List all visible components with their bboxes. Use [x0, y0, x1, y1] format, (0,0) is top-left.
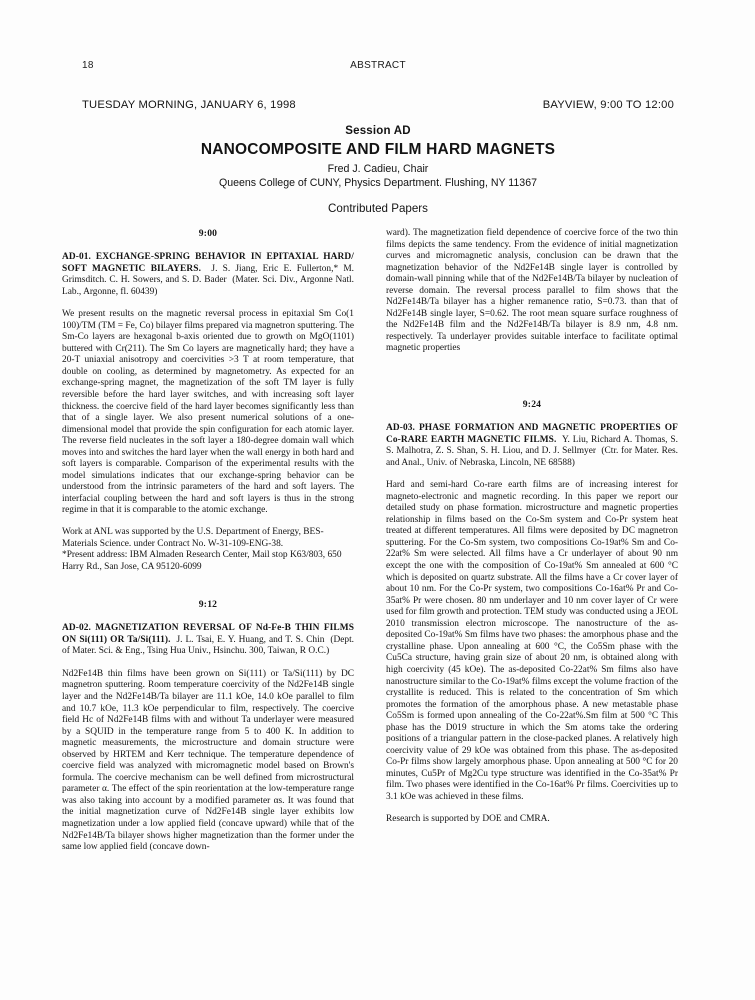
session-venue-time: BAYVIEW, 9:00 TO 12:00	[542, 99, 674, 111]
abstract-note-ad01-funding: Work at ANL was supported by the U.S. Department of Energy, BES-Materials Science. under Contract No. W-31-109-ENG-38.	[62, 527, 324, 549]
spacer-ad02-ad03	[386, 365, 678, 399]
talk-time-ad02: 9:12	[198, 599, 218, 611]
talk-time-ad03: 9:24	[522, 399, 542, 411]
contributed-papers-heading: Contributed Papers	[328, 202, 428, 215]
abstract-code-ad03: AD-03.	[386, 423, 415, 434]
abstract-heading-ad03	[386, 423, 678, 469]
abstract-code-ad01: AD-01.	[62, 252, 91, 262]
abstract-note-ad03-funding: Research is supported by DOE and CMRA.	[386, 813, 550, 824]
abstract-body-ad02-part2: ward). The magnetization field dependence of coercive force of the two thin films depicts the same tendency. From the evidence of initial magnetization curves and micromagnetic analysis, conclusion can be drawn that the magnetization behavior of the Nd2Fe14B single layer is controlled by domain-wall pinning while that of the Nd2Fe14B/Ta bilayer by nucleation of reverse domain. The reversal process parallel to film shows that the Nd2Fe14B/Ta bilayer has a higher remanence ratio, S=0.73. than that of Nd2Fe14B single layer, S=0.62. The root mean square surface roughness of the Nd2Fe14B film and the Nd2Fe14B/Ta bilayer is 8.9 nm, 4.8 nm. respectively. Ta underlayer provides suitable interface to facilitate optimal magnetic properties	[386, 228, 678, 354]
column-right	[386, 228, 678, 825]
abstract-authors-ad01: J. S. Jiang, Eric E. Fullerton,* M. Grimsditch. C. H. Sowers, and S. D. Bader	[62, 263, 355, 286]
abstract-heading-ad01	[62, 252, 354, 298]
session-chair-affiliation: Queens College of CUNY, Physics Department. Flushing, NY 11367	[219, 177, 537, 189]
session-date: TUESDAY MORNING, JANUARY 6, 1998	[82, 99, 296, 111]
abstract-note-ad01-address: *Present address: IBM Almaden Research Center, Mail stop K63/803, 650 Harry Rd., San Jose, CA 95120-6099	[62, 550, 342, 572]
session-header	[82, 124, 674, 190]
spacer-ad01-ad02	[62, 573, 354, 599]
abstract-body-ad02-part1: Nd2Fe14B thin films have been grown on Si(111) or Ta/Si(111) by DC magnetron sputtering. Room temperature coercivity of the Nd2Fe14B single layer and the Nd2Fe14B/Ta bilayer are 11.1 kOe, 14.0 kOe parallel to film and 10.7 kOe, 11.3 kOe perpendicular to film, respectively. The coercive field Hc of Nd2Fe14B films with and without Ta underlayer were measured by a SQUID in the temperature range from 5 to 400 K. In addition to magnetic measurements, the microstructure and domain structure were observed by HRTEM and Kerr technique. The temperature dependence of coercive field was analyzed with micromagnetic model based on Brown's formula. The coercive mechanism can be well defined from microstructural parameter α. The effect of the spin reorientation at the low-temperature range was also taking into account by a modified parameter αs. It was found that the initial magnetization curve of Nd2Fe14B single layer exhibits low magnetization under a low applied field (concave upward) while that of the Nd2Fe14B/Ta bilayer shows higher magnetization than the former under the same low applied field (concave down-	[62, 668, 354, 853]
abstract-authors-ad03: Y. Liu, Richard A. Thomas, S. S. Malhotra, Z. S. Shan, S. H. Liou, and D. J. Sellmyer	[386, 434, 678, 457]
session-chair: Fred J. Cadieu, Chair	[327, 163, 429, 175]
abstract-title-ad03: PHASE FORMATION AND MAGNETIC PROPERTIES OF Co-RARE EARTH MAGNETIC FILMS.	[386, 423, 678, 445]
abstract-body-ad03: Hard and semi-hard Co-rare earth films are of increasing interest for magneto-electronic and magnetic recording. In this paper we report our detailed study on phase formation. microstructure and magnetic properties relationship in films based on the Co-Sm system and Co-Pr system heat treated at different temperatures. All films were deposited by DC magnetron sputtering. For the Co-Sm system, two compositions Co-19at% Sm and Co-22at% Sm were selected. All films have a Cr underlayer of about 90 nm except the one with the composition of Co-19at% Sm annealed at 600 °C which is deposited on quartz substrate. All the films have a Cr cover layer of about 10 nm. For the Co-Pr system, two compositions Co-16at% Pr and Co-35at% Pr were chosen. 80 nm underlayer and 10 nm cover layer of Cr were used for film growth and protection. TEM study was conducted using a JEOL 2010 transmission electron microscope. The nanostructure of the as-deposited Co-19at% Sm films have two phases: the amorphous phase and the crystalline phase. Upon annealing at 600 °C, the Co5Sm phase with the Cu5Ca structure, having grain size of about 20 nm, is obtained along with high coercivity (45 kOe). The as-deposited Co-22at% Sm films also have nanostructure similar to the Co-19at% films except the volume fraction of the crystallite is reduced. This is related to the concentration of Sm which promotes the formation of the amorphous phase. A new metastable phase Co5Sm is formed upon annealing of the Co-22at%.Sm film at 500 °C This phase has the D019 structure in which the Sm atoms take the ordering positions of a triangular pattern in the close-packed planes. A relatively high coercivity value of 29 kOe was obtained from this phase. The as-deposited Co-Pr films show largely amorphous phase. Upon annealing at 500 °C for 20 minutes, Cu5Pr of Mg2Cu type structure was identified in the Co-35at% Pr film. Two phases were identified in the Co-16at% Pr films. Coercivities up to 3.1 kOe was achieved in these films.	[386, 480, 678, 802]
running-head-title: ABSTRACT	[350, 60, 406, 71]
abstract-title-ad02: MAGNETIZATION REVERSAL OF Nd-Fe-B THIN FILMS ON Si(111) OR Ta/Si(111).	[62, 623, 355, 645]
abstract-affiliation-ad01: (Mater. Sci. Div., Argonne Natl. Lab., Argonne, fl. 60439)	[62, 275, 355, 297]
abstract-code-ad02: AD-02.	[62, 623, 91, 634]
abstract-authors-ad02: J. L. Tsai, E. Y. Huang, and T. S. Chin	[176, 634, 325, 645]
session-title: NANOCOMPOSITE AND FILM HARD MAGNETS	[200, 141, 556, 158]
abstract-affiliation-ad03: (Ctr. for Mater. Res. and Anal., Univ. of Nebraska, Lincoln, NE 68588)	[386, 446, 679, 468]
talk-time-ad01: 9:00	[198, 228, 218, 239]
abstract-heading-ad02	[62, 623, 354, 658]
abstract-title-ad01: EXCHANGE-SPRING BEHAVIOR IN EPITAXIAL HARD/ SOFT MAGNETIC BILAYERS.	[62, 252, 354, 274]
abstract-body-ad01: We present results on the magnetic reversal process in epitaxial Sm Co(1 100)/TM (TM = Fe, Co) bilayer films prepared via magnetron sputtering. The Sm-Co layers are hexagonal b-axis oriented due to growth on MgO(1101) buttered with Cr(211). The Sm Co layers are magnetically hard; they have a 20-T uniaxial anisotropy and coercivities >3 T at room temperature, that double on cooling, as determined by magnetometry. As expected for an exchange-spring magnet, the magnetization of the soft TM layer is fully reversible before the hard layer switches, and with increasing soft layer thickness. the coercive field of the hard layer becomes significantly less than that of a single layer. We also present numerical solutions of a one-dimensional model that provide the spin configuration for each atomic layer. The reverse field nucleates in the soft layer a 180-degree domain wall which moves into and switches the hard layer when the wall energy in both hard and soft layers is comparable. Comparison of the experimental results with the model simulations indicates that our exchange-spring behavior can be understood from the intrinsic parameters of the hard and soft layers. The interfacial coupling between the hard and soft layers is thus in the strong regime in that it is comparable to the atomic exchange.	[62, 309, 354, 516]
session-datetime-line	[82, 99, 674, 113]
page-folio-number: 18	[82, 60, 94, 71]
column-left	[62, 228, 354, 864]
running-head	[82, 60, 674, 74]
session-id: Session AD	[345, 125, 411, 137]
abstract-affiliation-ad02: (Dept. of Mater. Sci. & Eng., Tsing Hua Univ., Hsinchu. 300, Taiwan, R O.C.)	[62, 634, 355, 657]
